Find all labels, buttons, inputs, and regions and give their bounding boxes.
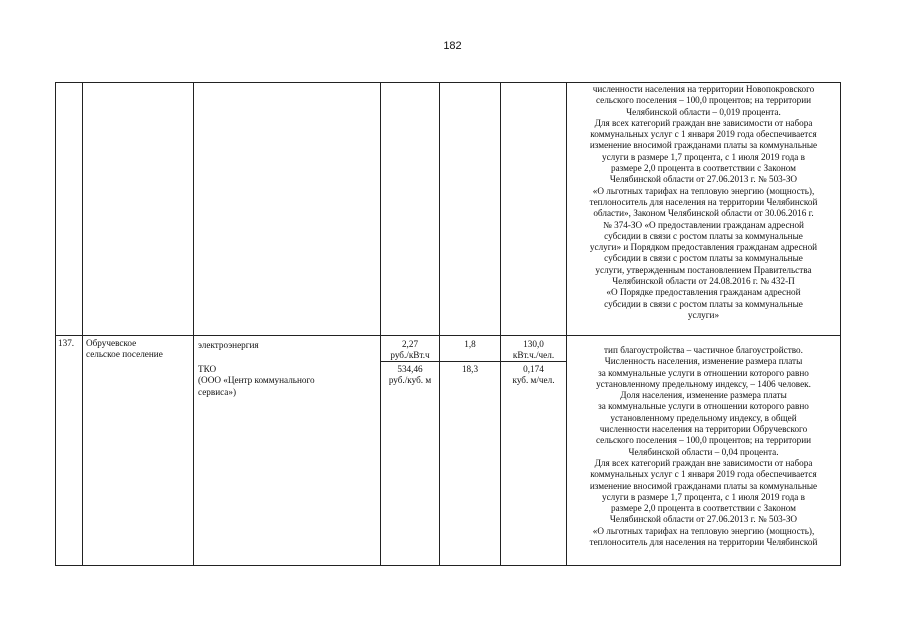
table-top-border: [55, 82, 840, 83]
prev-row-notes: численности населения на территории Новопокровского сельского поселения – 100,0 процентов; на территории Челябинской области – 0,019 процента. Для всех категорий граждан вне зависимости от набора коммунальных услуг с 1 января 2019 года обеспечивается изменение вносимой гражданами платы за коммунальные услуги в размере 1,7 процента, с 1 июля 2019 года в размере 2,0 процента в соответствии с Законом Челябинской области от 27.06.2013 г. № 503-ЗО «О льготных тарифах на тепловую энергию (мощность), теплоноситель для населения на территории Челябинской области», Законом Челябинской области от 30.06.2016 г. № 374-ЗО «О предоставлении гражданам адресной субсидии в связи с ростом платы за коммунальные услуги» и Порядком предоставления гражданам адресной субсидии в связи с ростом платы за коммунальные услуги, утвержденным постановлением Правительства Челябинской области от 24.08.2016 г. № 432-П «О Порядке предоставления гражданам адресной субсидии в связи с ростом платы за коммунальные услуги»: [589, 84, 818, 320]
col-border-2: [193, 82, 194, 566]
service-electricity-norm: 130,0 кВт.ч./чел.: [512, 339, 555, 361]
page-number: 182: [443, 40, 462, 52]
service-electricity-percent: 1,8: [464, 339, 476, 349]
settlement-name: Обручевское сельское поселение: [86, 338, 163, 360]
col-border-5: [500, 82, 501, 566]
service-electricity-name: электроэнергия: [198, 340, 259, 350]
service-tko-percent: 18,3: [461, 364, 479, 374]
col-border-4: [439, 82, 440, 566]
service-tko-norm: 0,174 куб. м/чел.: [512, 364, 555, 386]
col-border-3: [380, 82, 381, 566]
col-border-7: [840, 82, 841, 566]
col-border-0: [55, 82, 56, 566]
row-137-notes: тип благоустройства – частичное благоустройство. Численность населения, изменение размера платы за коммунальные услуги в отношении которого равно установленному предельному индексу, – 1406 человек. Доля населения, изменение размера платы за коммунальные услуги в отношении которого равно установленному предельному индексу, в общей численности населения на территории Обручевского сельского поселения – 100,0 процентов; на территории Челябинской области – 0,04 процента. Для всех категорий граждан вне зависимости от набора коммунальных услуг с 1 января 2019 года обеспечивается изменение вносимой гражданами платы за коммунальные услуги в размере 1,7 процента, с 1 июля 2019 года в размере 2,0 процента в соответствии с Законом Челябинской области от 27.06.2013 г. № 503-ЗО «О льготных тарифах на тепловую энергию (мощность), теплоноситель для населения на территории Челябинской: [589, 345, 818, 548]
row-number: 137.: [58, 338, 75, 348]
row-separator: [55, 335, 840, 336]
service-tko-tariff: 534,46 руб./куб. м: [388, 364, 432, 386]
service-tko-name: ТКО (ООО «Центр коммунального сервиса»): [198, 364, 315, 397]
service-electricity-tariff: 2,27 руб./кВт.ч: [390, 339, 430, 361]
table-bottom-border: [55, 565, 840, 566]
col-border-1: [82, 82, 83, 566]
